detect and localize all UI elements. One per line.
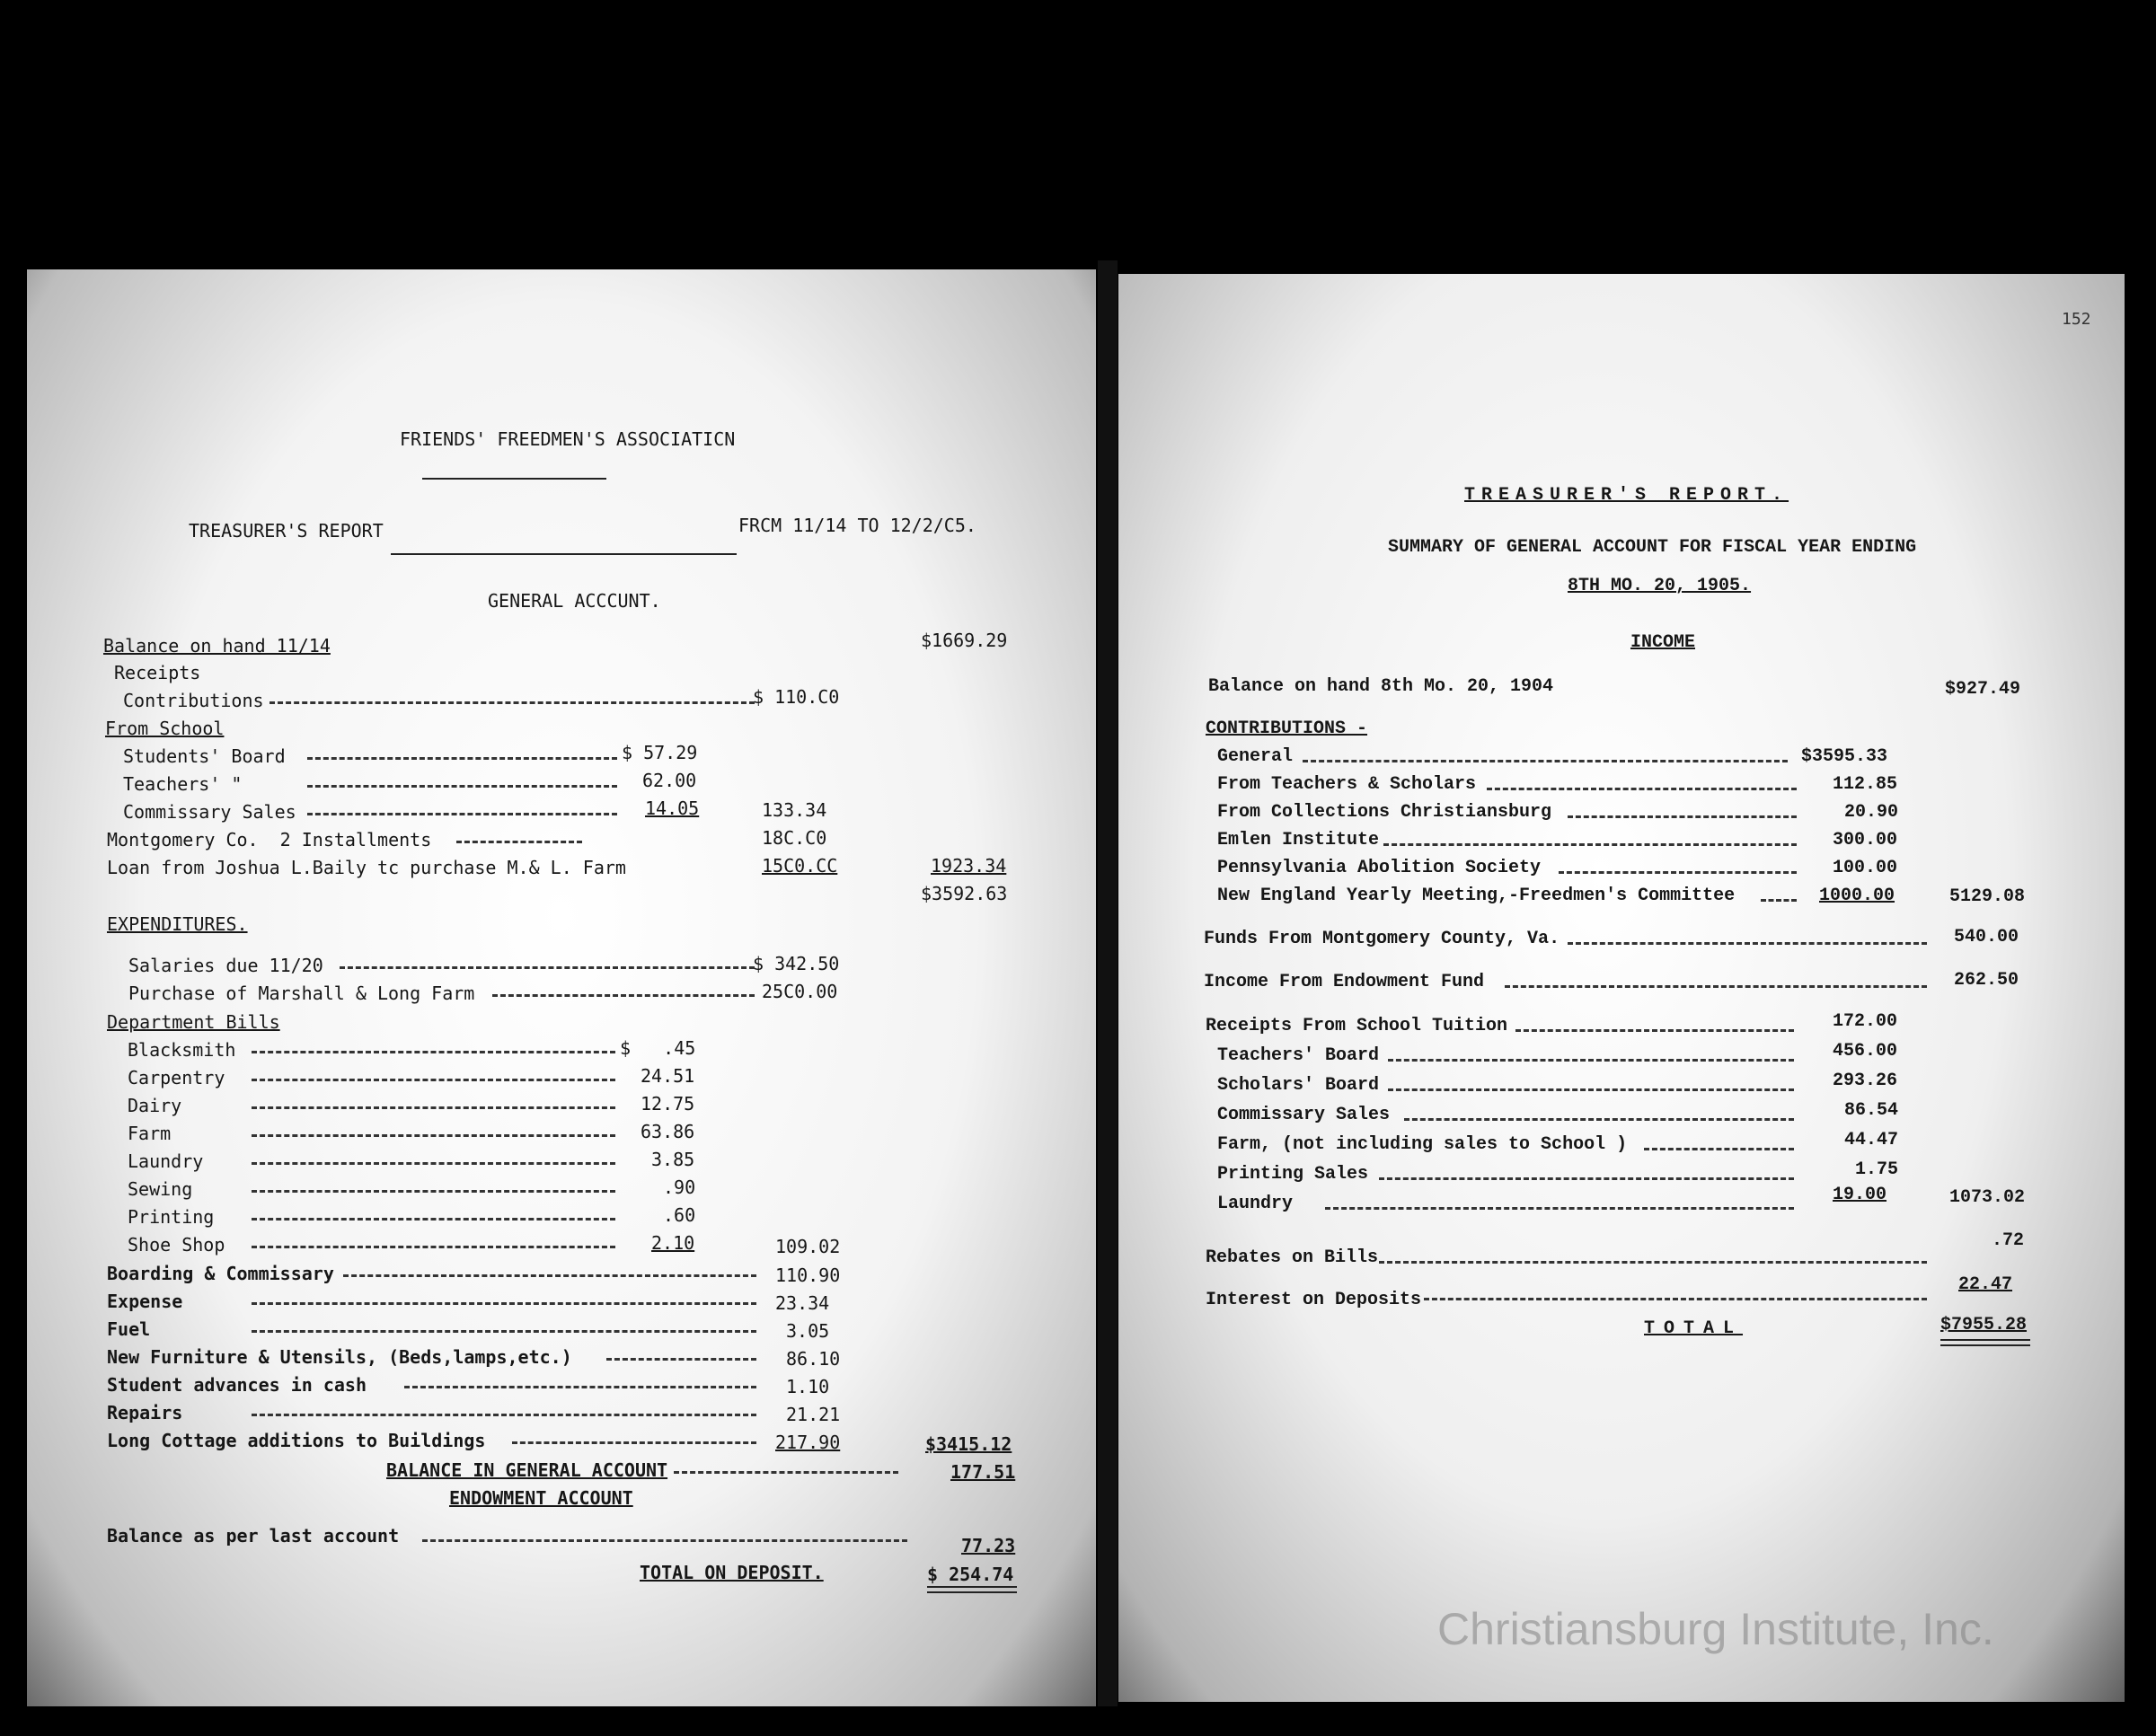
leader-dots xyxy=(307,813,617,815)
balance-value: $1669.29 xyxy=(921,630,1008,651)
school-item-value: 44.47 xyxy=(1844,1130,1899,1150)
school-item-value: 293.26 xyxy=(1833,1071,1898,1091)
dept-item-label: Dairy xyxy=(128,1095,182,1116)
last-account-label: Balance as per last account xyxy=(107,1525,400,1547)
balance-general-value: 177.51 xyxy=(950,1461,1016,1483)
balance-label: Balance on hand 11/14 xyxy=(103,635,331,657)
leader-dots xyxy=(492,994,755,997)
salaries-value: $ 342.50 xyxy=(753,953,840,974)
expense-item-value: 1.10 xyxy=(786,1376,830,1397)
dept-item-value: 12.75 xyxy=(641,1093,695,1115)
dept-item-value: 3.85 xyxy=(651,1149,695,1170)
interest-value: 22.47 xyxy=(1958,1274,2013,1295)
summary-line1: SUMMARY OF GENERAL ACCOUNT FOR FISCAL YEAR ENDING xyxy=(1388,537,1917,558)
page-gutter xyxy=(1098,260,1118,1706)
leader-dots xyxy=(252,1302,756,1305)
leader-dots xyxy=(252,1051,615,1053)
commissary-sales-value: 14.05 xyxy=(645,798,700,819)
total-deposit-label: TOTAL ON DEPOSIT. xyxy=(640,1562,824,1583)
contrib-item-label: Pennsylvania Abolition Society xyxy=(1217,858,1542,878)
from-school-label: From School xyxy=(105,718,225,739)
school-item-label: Teachers' Board xyxy=(1217,1045,1380,1066)
left-ledger-page xyxy=(27,269,1096,1706)
leader-dots xyxy=(1568,815,1797,818)
school-item-label: Receipts From School Tuition xyxy=(1206,1016,1508,1036)
report-title-rule xyxy=(391,553,737,555)
dept-item-value: $ .45 xyxy=(620,1037,696,1059)
purchase-value: 25C0.00 xyxy=(762,981,838,1002)
expense-item-value: 86.10 xyxy=(786,1348,841,1370)
contributions-label: Contributions xyxy=(123,690,264,711)
purchase-label: Purchase of Marshall & Long Farm xyxy=(128,983,475,1004)
loan-value: 15C0.CC xyxy=(762,855,838,877)
dept-item-label: Blacksmith xyxy=(128,1039,236,1061)
dept-item-label: Laundry xyxy=(128,1150,204,1172)
teachers-value: 62.00 xyxy=(642,770,697,791)
balance-general-label: BALANCE IN GENERAL ACCOUNT xyxy=(386,1459,668,1481)
teachers-label: Teachers' " xyxy=(123,773,243,795)
leader-dots xyxy=(1303,760,1788,762)
contrib-item-label: Emlen Institute xyxy=(1217,830,1380,850)
leader-dots xyxy=(1487,788,1797,790)
school-item-label: Farm, (not including sales to School ) xyxy=(1217,1134,1628,1155)
leader-dots xyxy=(252,1330,756,1333)
expense-item-value: 23.34 xyxy=(775,1292,830,1314)
school-item-label: Printing Sales xyxy=(1217,1164,1369,1185)
section-title: GENERAL ACCCUNT. xyxy=(488,590,661,612)
date-range: FRCM 11/14 TO 12/2/C5. xyxy=(738,515,976,536)
dept-item-label: Sewing xyxy=(128,1178,193,1200)
expenditures-total: $3415.12 xyxy=(925,1433,1012,1455)
school-item-label: Laundry xyxy=(1217,1194,1294,1214)
contrib-item-value: 1000.00 xyxy=(1819,886,1895,906)
expense-item-label: Fuel xyxy=(107,1318,151,1340)
title-rule xyxy=(422,478,606,480)
income-label: INCOME xyxy=(1630,632,1696,653)
contrib-item-label: From Teachers & Scholars xyxy=(1217,774,1477,795)
total-value: $7955.28 xyxy=(1940,1315,2028,1335)
leader-dots xyxy=(1404,1118,1794,1121)
contrib-item-value: $3595.33 xyxy=(1801,746,1888,767)
montgomery-label: Montgomery Co. 2 Installments xyxy=(107,829,432,850)
expense-item-value: 3.05 xyxy=(786,1320,830,1342)
leader-dots xyxy=(1568,942,1927,945)
contrib-item-value: 20.90 xyxy=(1844,802,1899,823)
endowment-label: Income From Endowment Fund xyxy=(1204,972,1485,992)
total-label: TOTAL xyxy=(1644,1318,1744,1339)
contrib-item-label: From Collections Christiansburg xyxy=(1217,802,1552,823)
montgomery-label: Funds From Montgomery County, Va. xyxy=(1204,929,1560,949)
dept-bills-label: Department Bills xyxy=(107,1011,280,1033)
montgomery-value: 18C.C0 xyxy=(762,827,827,849)
leader-dots xyxy=(252,1414,756,1416)
students-board-label: Students' Board xyxy=(123,745,286,767)
receipts-label: Receipts xyxy=(114,662,201,683)
students-board-value: $ 57.29 xyxy=(622,742,698,763)
leader-dots xyxy=(1325,1207,1794,1210)
report-title: TREASURER'S REPORT xyxy=(189,520,384,542)
rebates-label: Rebates on Bills xyxy=(1206,1247,1379,1268)
contributions-label: CONTRIBUTIONS - xyxy=(1206,718,1368,739)
leader-dots xyxy=(252,1134,615,1137)
contrib-item-value: 112.85 xyxy=(1833,774,1898,795)
contrib-total: 5129.08 xyxy=(1949,886,2026,907)
dept-item-label: Farm xyxy=(128,1123,172,1144)
leader-dots xyxy=(1379,1177,1794,1180)
leader-dots xyxy=(307,785,617,788)
expense-item-label: Boarding & Commissary xyxy=(107,1263,334,1284)
dept-item-value: 24.51 xyxy=(641,1065,695,1087)
dept-item-value: 63.86 xyxy=(641,1121,695,1142)
dept-item-label: Shoe Shop xyxy=(128,1234,225,1256)
expense-item-label: Expense xyxy=(107,1291,183,1312)
balance-label: Balance on hand 8th Mo. 20, 1904 xyxy=(1208,676,1554,697)
expense-item-label: Student advances in cash xyxy=(107,1374,367,1396)
leader-dots xyxy=(343,1274,756,1277)
expense-item-label: Repairs xyxy=(107,1402,183,1423)
school-item-value: 19.00 xyxy=(1833,1185,1887,1205)
loan-label: Loan from Joshua L.Baily tc purchase M.& L. Farm xyxy=(107,857,626,878)
last-account-value: 77.23 xyxy=(961,1535,1016,1556)
endowment-label: ENDOWMENT ACCOUNT xyxy=(449,1487,633,1509)
dept-item-value: 2.10 xyxy=(651,1232,695,1254)
commissary-sales-label: Commissary Sales xyxy=(123,801,296,823)
leader-dots xyxy=(1644,1148,1794,1150)
leader-dots xyxy=(1424,1298,1927,1300)
leader-dots xyxy=(252,1079,615,1081)
double-rule xyxy=(1940,1339,2030,1346)
rebates-value: .72 xyxy=(1992,1230,2025,1251)
salaries-label: Salaries due 11/20 xyxy=(128,955,323,976)
leader-dots xyxy=(1379,1261,1927,1264)
leader-dots xyxy=(340,966,755,969)
watermark-text: Christiansburg Institute, Inc. xyxy=(1437,1604,1994,1654)
contrib-item-label: New England Yearly Meeting,-Freedmen's Committee xyxy=(1217,886,1736,906)
leader-dots xyxy=(422,1539,907,1542)
expense-item-label: Long Cottage additions to Buildings xyxy=(107,1430,486,1451)
contributions-value: $ 110.C0 xyxy=(753,686,840,708)
leader-dots xyxy=(1761,899,1797,902)
leader-dots xyxy=(1383,843,1797,846)
leader-dots xyxy=(404,1386,756,1388)
leader-dots xyxy=(270,701,755,704)
balance-value: $927.49 xyxy=(1945,679,2021,700)
school-item-label: Scholars' Board xyxy=(1217,1075,1380,1096)
expense-item-value: 217.90 xyxy=(775,1432,841,1453)
interest-label: Interest on Deposits xyxy=(1206,1290,1422,1310)
leader-dots xyxy=(1388,1088,1794,1091)
leader-dots xyxy=(252,1246,615,1248)
dept-item-label: Carpentry xyxy=(128,1067,225,1088)
contrib-item-value: 300.00 xyxy=(1833,830,1898,850)
expense-item-label: New Furniture & Utensils, (Beds,lamps,etc.) xyxy=(107,1346,572,1368)
leader-dots xyxy=(1559,871,1797,874)
leader-dots xyxy=(1388,1059,1794,1062)
dept-item-value: .60 xyxy=(663,1204,696,1226)
expenditures-label: EXPENDITURES. xyxy=(107,913,248,935)
leader-dots xyxy=(252,1162,615,1165)
endowment-value: 262.50 xyxy=(1954,970,2019,991)
leader-dots xyxy=(252,1190,615,1193)
page-number: 152 xyxy=(2062,310,2091,329)
org-title: FRIENDS' FREEDMEN'S ASSOCIATICN xyxy=(400,428,736,450)
expense-item-value: 110.90 xyxy=(775,1265,841,1286)
contrib-item-label: General xyxy=(1217,746,1294,767)
montgomery-value: 540.00 xyxy=(1954,927,2019,947)
right-ledger-page xyxy=(1118,274,2125,1702)
school-item-value: 1.75 xyxy=(1855,1159,1899,1180)
report-title: TREASURER'S REPORT. xyxy=(1464,485,1789,506)
dept-item-label: Printing xyxy=(128,1206,215,1228)
leader-dots xyxy=(307,757,617,760)
school-item-value: 86.54 xyxy=(1844,1100,1899,1121)
expense-item-value: 21.21 xyxy=(786,1404,841,1425)
leader-dots xyxy=(252,1106,615,1109)
total-deposit-value: $ 254.74 xyxy=(927,1564,1014,1585)
leader-dots xyxy=(456,841,582,843)
school-item-label: Commissary Sales xyxy=(1217,1105,1391,1125)
dept-item-value: .90 xyxy=(663,1176,696,1198)
leader-dots xyxy=(674,1471,898,1474)
school-subtotal: 133.34 xyxy=(762,799,827,821)
school-item-value: 172.00 xyxy=(1833,1011,1898,1032)
grand-total: $3592.63 xyxy=(921,883,1008,904)
leader-dots xyxy=(512,1441,756,1444)
leader-dots xyxy=(1505,985,1927,988)
leader-dots xyxy=(1515,1029,1794,1032)
double-rule xyxy=(927,1586,1017,1593)
leader-dots xyxy=(606,1358,756,1361)
leader-dots xyxy=(252,1218,615,1220)
summary-line2: 8TH MO. 20, 1905. xyxy=(1568,576,1752,596)
contrib-item-value: 100.00 xyxy=(1833,858,1898,878)
school-item-value: 456.00 xyxy=(1833,1041,1898,1062)
receipts-total: 1923.34 xyxy=(931,855,1007,877)
dept-subtotal: 109.02 xyxy=(775,1236,841,1257)
school-total: 1073.02 xyxy=(1949,1187,2026,1208)
